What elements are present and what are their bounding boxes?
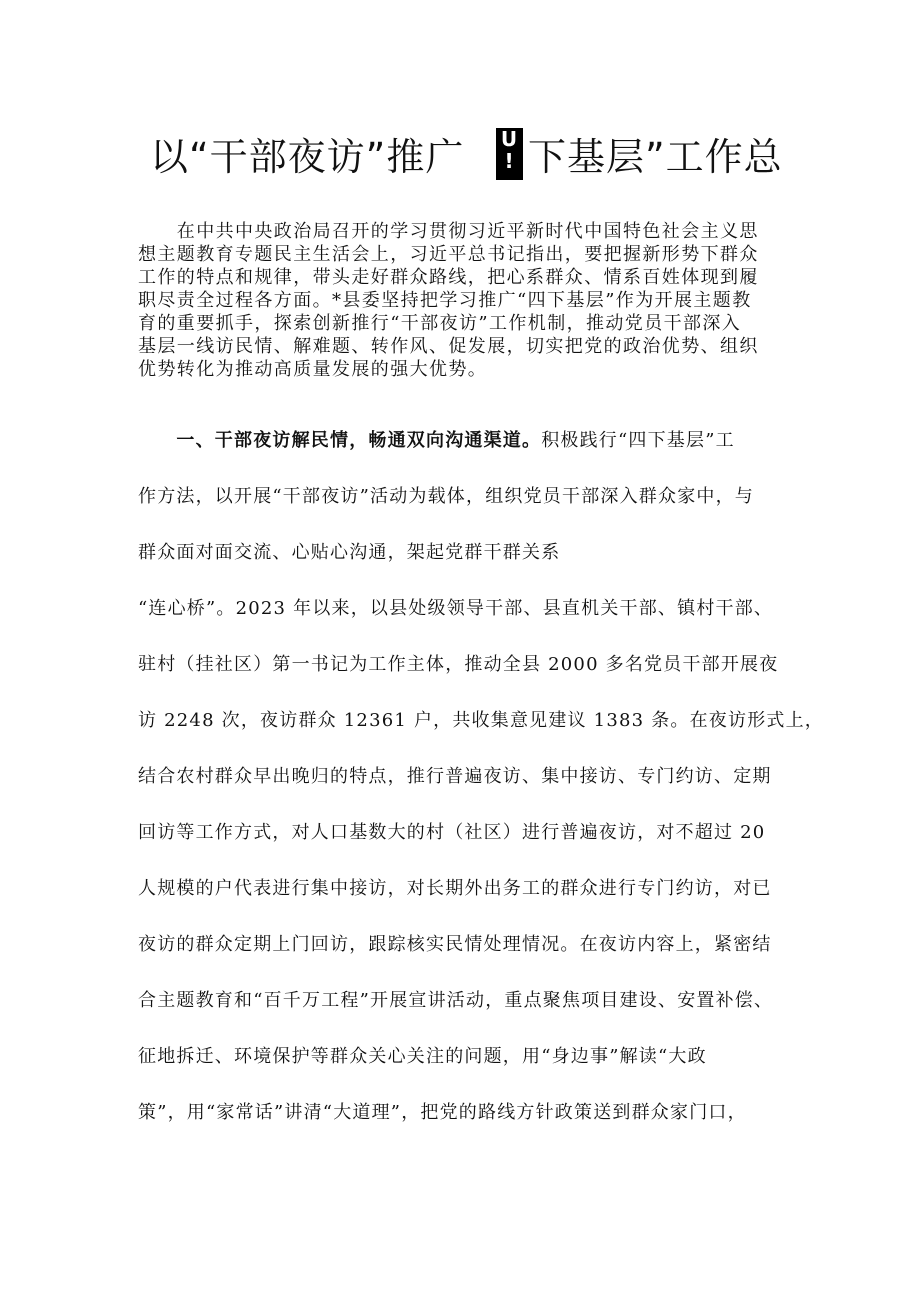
title-mark-bottom: ! <box>504 149 515 173</box>
title-mark-top: U <box>500 127 519 151</box>
body-line: “连心桥”。2023 年以来，以县处级领导干部、县直机关干部、镇村干部、 <box>138 598 774 619</box>
body-line: 驻村（挂社区）第一书记为工作主体，推动全县 2000 多名党员干部开展夜 <box>138 654 779 675</box>
section-1-paragraph <box>138 425 825 1153</box>
body-line: 作方法，以开展“干部夜访”活动为载体，组织党员干部深入群众家中，与 <box>138 486 755 507</box>
body-line: 访 2248 次，夜访群众 12361 户，共收集意见建议 1383 条。在夜访形式上， <box>138 710 825 731</box>
body-line: 策”，用“家常话”讲清“大道理”，把党的路线方针政策送到群众家门口， <box>138 1102 747 1123</box>
intro-line: 育的重要抓手，探索创新推行“干部夜访”工作机制，推动党员干部深入 <box>138 313 742 334</box>
section-1-first-line-text: 积极践行“四下基层”工 <box>541 430 735 451</box>
title-redaction-mark <box>496 128 523 180</box>
body-line: 夜访的群众定期上门回访，跟踪核实民情处理情况。在夜访内容上，紧密结 <box>138 934 772 955</box>
body-line: 结合农村群众早出晚归的特点，推行普遍夜访、集中接访、专门约访、定期 <box>138 766 772 787</box>
body-line: 合主题教育和“百千万工程”开展宣讲活动，重点聚焦项目建设、安置补偿、 <box>138 990 774 1011</box>
section-1-heading: 一、干部夜访解民情，畅通双向沟通渠道。 <box>138 430 542 451</box>
intro-line: 优势转化为推动高质量发展的强大优势。 <box>138 359 488 380</box>
body-line: 回访等工作方式，对人口基数大的村（社区）进行普遍夜访，对不超过 20 <box>138 822 766 843</box>
intro-line: 职尽责全过程各方面。*县委坚持把学习推广“四下基层”作为开展主题教 <box>138 290 752 311</box>
intro-paragraph <box>138 220 788 381</box>
intro-line: 想主题教育专题民主生活会上，习近平总书记指出，要把握新形势下群众 <box>138 244 759 265</box>
body-line: 人规模的户代表进行集中接访，对长期外出务工的群众进行专门约访，对已 <box>138 878 772 899</box>
body-line: 群众面对面交流、心贴心沟通，架起党群干群关系 <box>138 542 561 563</box>
section-1-first-line <box>138 425 798 481</box>
document-title <box>150 126 790 186</box>
intro-line: 基层一线访民情、解难题、转作风、促发展，切实把党的政治优势、组织 <box>138 336 759 357</box>
intro-line: 在中共中央政治局召开的学习贯彻习近平新时代中国特色社会主义思 <box>138 221 759 242</box>
title-text-left: 以“干部夜访”推广 <box>150 135 465 179</box>
body-line: 征地拆迁、环境保护等群众关心关注的问题，用“身边事”解读“大政 <box>138 1046 707 1067</box>
title-text-right: 下基层”工作总 <box>528 135 783 179</box>
intro-line: 工作的特点和规律，带头走好群众路线，把心系群众、情系百姓体现到履 <box>138 267 759 288</box>
